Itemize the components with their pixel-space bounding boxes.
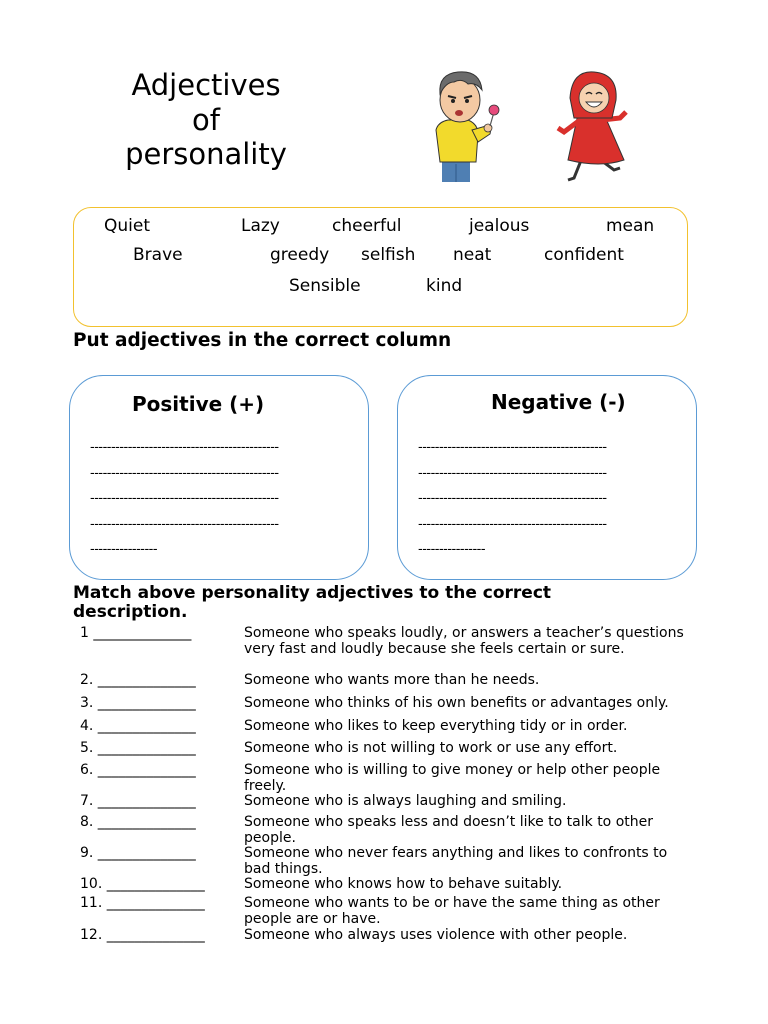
word-bank-word: Sensible	[289, 276, 361, 296]
title-line-2: of	[192, 102, 220, 137]
section-heading-match: Match above personality adjectives to the correct description.	[73, 583, 552, 622]
title-line-1: Adjectives	[131, 68, 281, 102]
answer-line[interactable]: ---------------------------------------------	[418, 466, 607, 481]
negative-column-title: Negative (-)	[491, 390, 626, 414]
match-item-description: Someone who wants more than he needs.	[244, 672, 540, 688]
match-item-description: Someone who is not willing to work or use any effort.	[244, 740, 618, 756]
word-bank-word: Brave	[133, 245, 183, 265]
match-item-blank[interactable]: 4. ______________	[80, 718, 196, 734]
match-item-blank[interactable]: 11. ______________	[80, 895, 205, 911]
answer-line[interactable]: ---------------------------------------------	[90, 466, 279, 481]
answer-line[interactable]: ---------------------------------------------	[418, 440, 607, 455]
answer-line[interactable]: ---------------------------------------------	[90, 491, 279, 506]
match-item-blank[interactable]: 2. ______________	[80, 672, 196, 688]
match-item-description: Someone who is willing to give money or help other people freely.	[244, 762, 661, 794]
boy-with-lollipop-icon	[428, 68, 504, 184]
word-bank-word: kind	[426, 276, 463, 296]
word-bank-word: mean	[606, 216, 655, 236]
match-item-blank[interactable]: 1 ______________	[80, 625, 192, 641]
answer-line[interactable]: ----------------	[418, 542, 486, 557]
match-item-description: Someone who always uses violence with other people.	[244, 927, 628, 943]
match-item-description: Someone who knows how to behave suitably.	[244, 876, 563, 892]
match-item-blank[interactable]: 8. ______________	[80, 814, 196, 830]
word-bank-word: cheerful	[332, 216, 402, 236]
word-bank-word: selfish	[361, 245, 416, 265]
section-heading-sort: Put adjectives in the correct column	[73, 330, 452, 351]
match-item-description: Someone who speaks less and doesn’t like to talk to other people.	[244, 814, 653, 846]
positive-column-title: Positive (+)	[132, 392, 265, 416]
match-item-blank[interactable]: 5. ______________	[80, 740, 196, 756]
word-bank-word: Lazy	[241, 216, 280, 236]
word-bank-word: neat	[453, 245, 492, 265]
negative-column	[397, 375, 697, 580]
word-bank-word: confident	[544, 245, 624, 265]
worksheet-title	[100, 68, 312, 172]
match-item-blank[interactable]: 7. ______________	[80, 793, 196, 809]
match-item-description: Someone who wants to be or have the same thing as other people are or have.	[244, 895, 660, 927]
match-item-description: Someone who likes to keep everything tidy or in order.	[244, 718, 628, 734]
match-item-blank[interactable]: 6. ______________	[80, 762, 196, 778]
title-line-3: personality	[125, 137, 287, 171]
answer-line[interactable]: ---------------------------------------------	[418, 491, 607, 506]
match-item-blank[interactable]: 12. ______________	[80, 927, 205, 943]
match-item-blank[interactable]: 10. ______________	[80, 876, 205, 892]
answer-line[interactable]: ---------------------------------------------	[90, 440, 279, 455]
match-item-description: Someone who thinks of his own benefits or advantages only.	[244, 695, 669, 711]
match-item-description: Someone who speaks loudly, or answers a teacher’s questions very fast and loudly because she feels certain or sure.	[244, 625, 684, 657]
answer-line[interactable]: ---------------------------------------------	[418, 517, 607, 532]
match-item-blank[interactable]: 9. ______________	[80, 845, 196, 861]
word-bank-word: Quiet	[104, 216, 151, 236]
word-bank-word: greedy	[270, 245, 330, 265]
match-item-description: Someone who is always laughing and smiling.	[244, 793, 567, 809]
word-bank-word: jealous	[469, 216, 530, 236]
answer-line[interactable]: ---------------------------------------------	[90, 517, 279, 532]
match-item-blank[interactable]: 3. ______________	[80, 695, 196, 711]
girl-in-red-hood-icon	[554, 68, 634, 184]
match-item-description: Someone who never fears anything and likes to confronts to bad things.	[244, 845, 668, 877]
answer-line[interactable]: ----------------	[90, 542, 158, 557]
positive-column	[69, 375, 369, 580]
